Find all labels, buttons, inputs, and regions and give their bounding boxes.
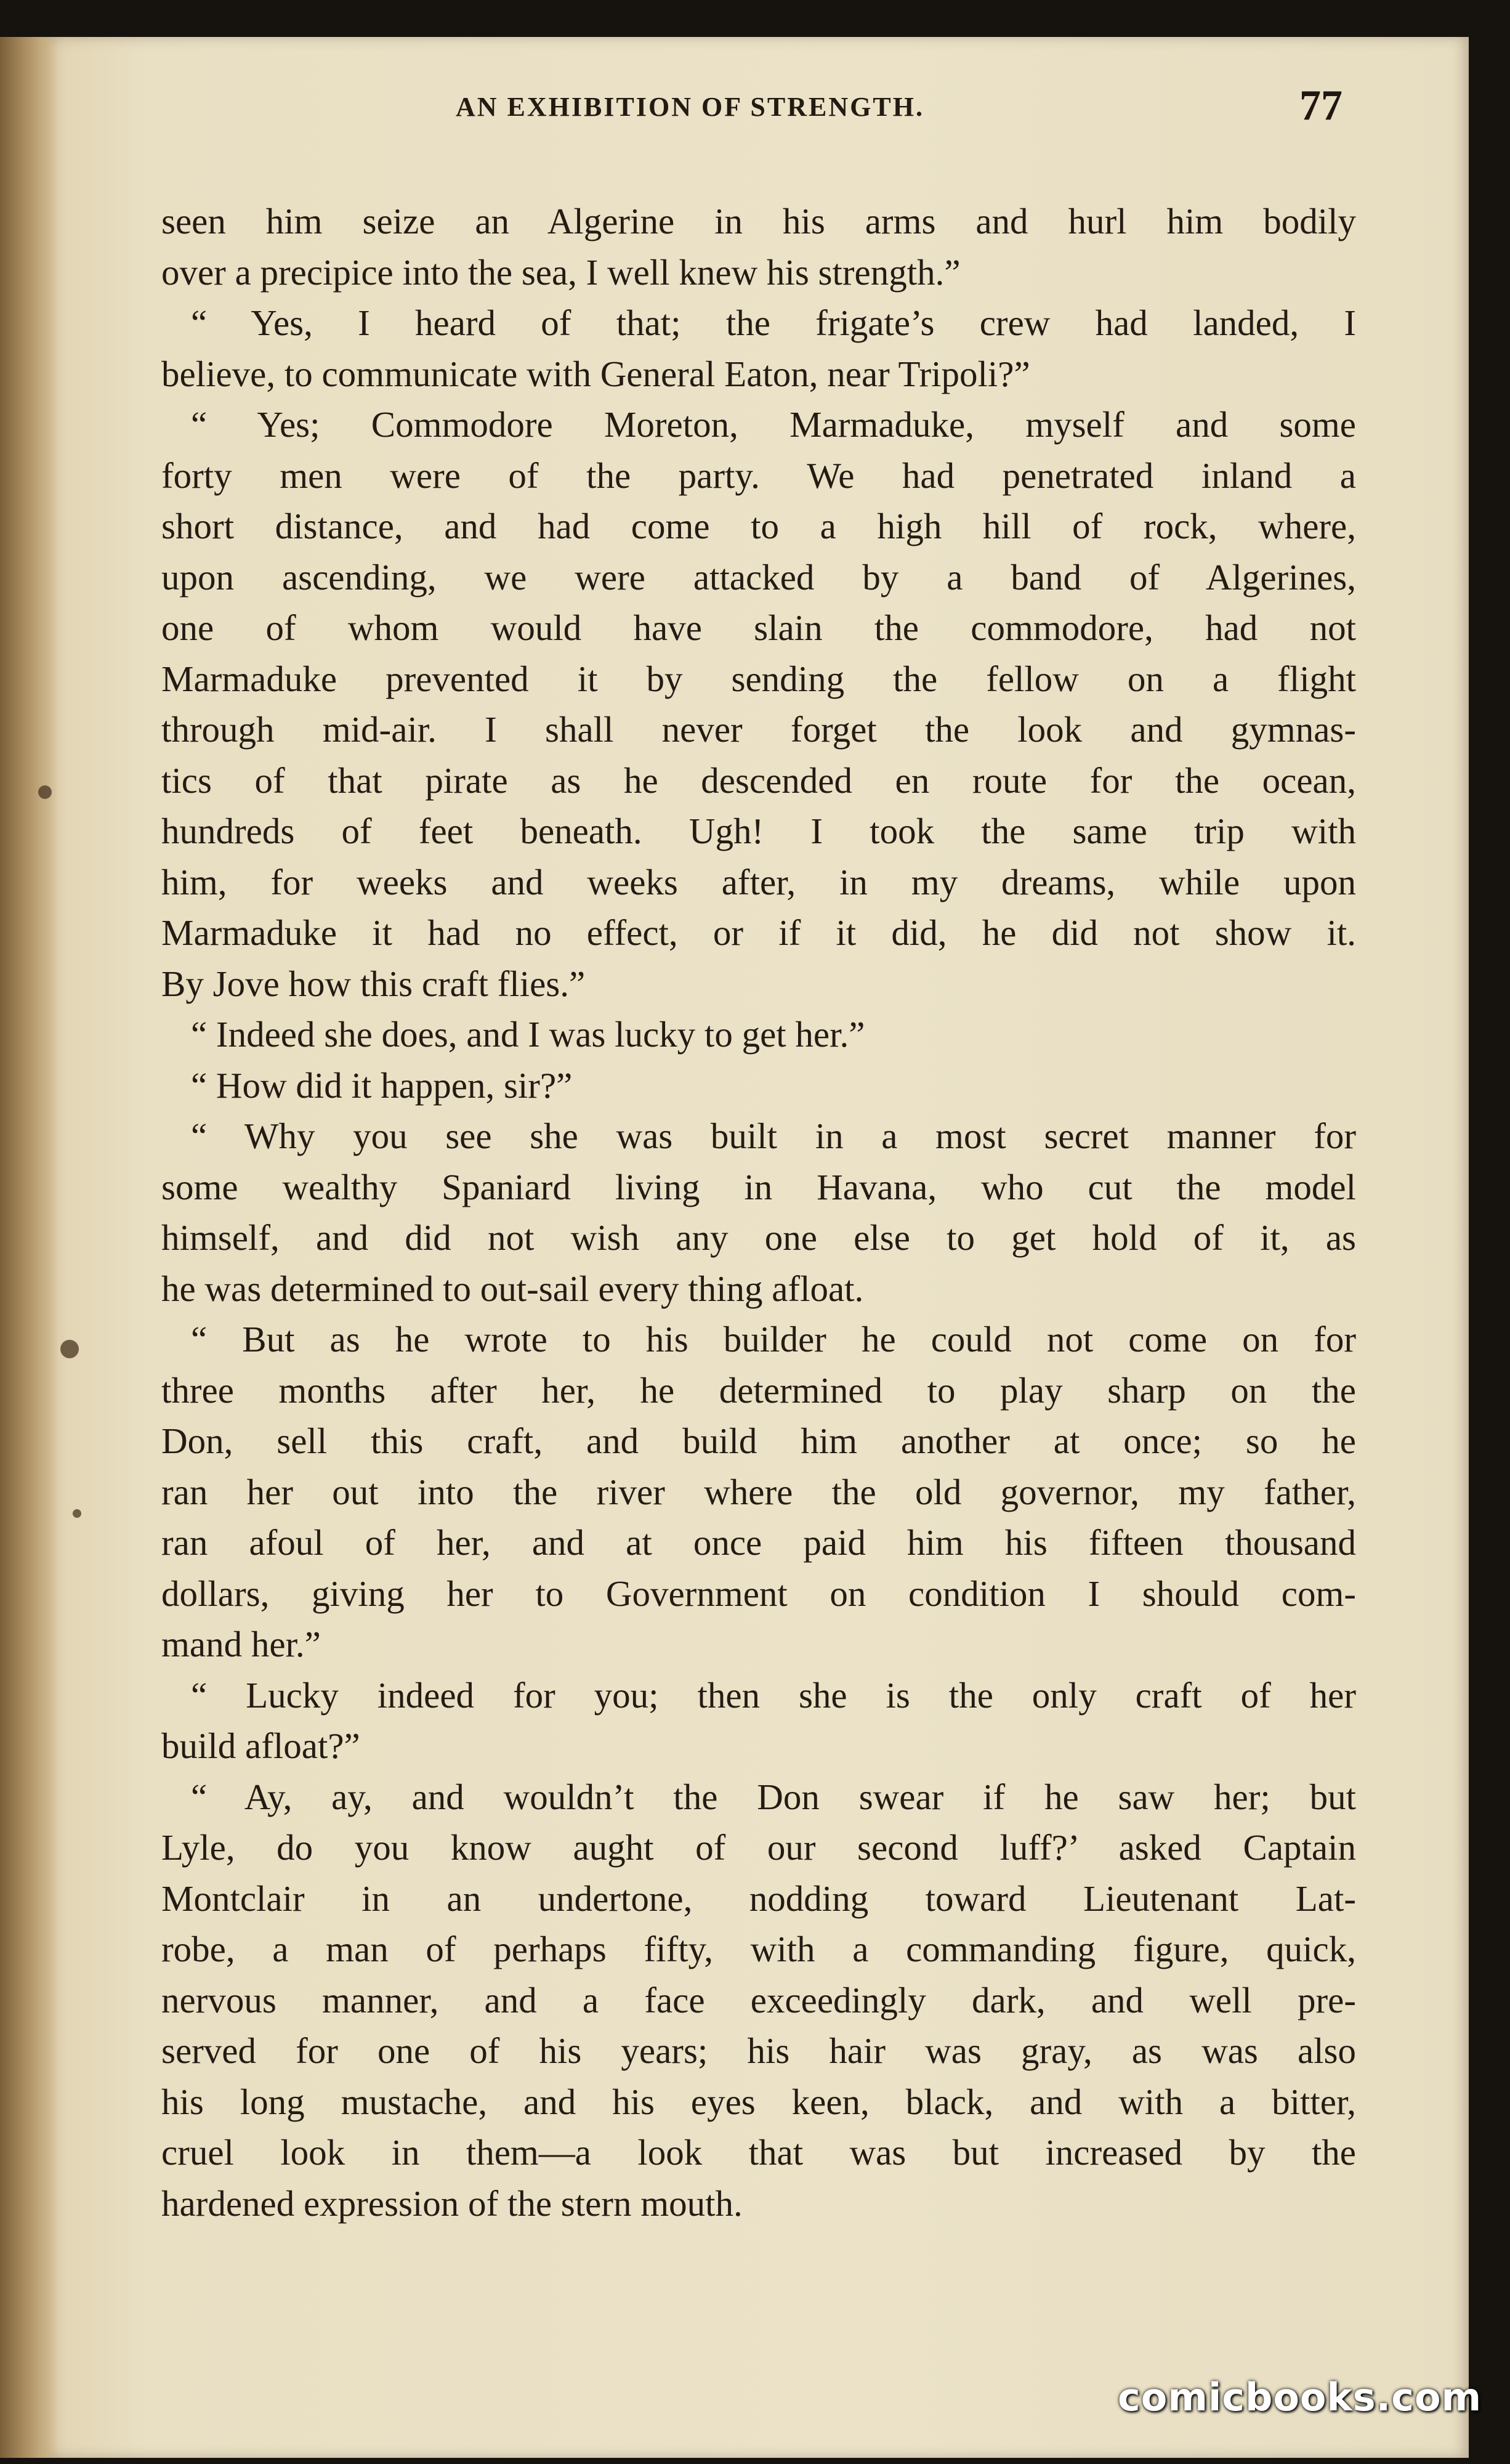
text-line: Lyle, do you know aught of our second luff?’ asked Captain [161,1827,1356,1868]
watermark: comicbooks.com [1118,2375,1482,2420]
text-line: short distance, and had come to a high hill of rock, where, [161,506,1356,546]
body-text [161,196,1356,2229]
text-line: three months after her, he determined to play sharp on the [161,1369,1356,1411]
text-line: ran afoul of her, and at once paid him his fifteen thousand [161,1522,1356,1563]
text-line: “ But as he wrote to his builder he could not come on for [191,1319,1356,1360]
text-line: upon ascending, we were attacked by a band of Algerines, [161,556,1356,598]
text-line: himself, and did not wish any one else to get hold of it, as [161,1217,1356,1258]
text-line: “ Indeed she does, and I was lucky to get her.” [191,1014,865,1055]
text-line: “ Ay, ay, and wouldn’t the Don swear if he saw her; but [191,1776,1356,1817]
spine-stain [60,1340,79,1358]
page-spine-shadow [0,37,59,2458]
text-line: “ Yes; Commodore Moreton, Marmaduke, myself and some [191,404,1356,445]
text-line: build afloat?” [161,1725,360,1766]
text-line: believe, to communicate with General Eaton, near Tripoli?” [161,353,1030,394]
text-line: “ How did it happen, sir?” [191,1064,573,1106]
text-line: “ Why you see she was built in a most secret manner for [191,1116,1356,1156]
text-line: mand her.” [161,1624,321,1664]
text-line: him, for weeks and weeks after, in my dreams, while upon [161,861,1356,902]
text-line: tics of that pirate as he descended en route for the ocean, [161,760,1356,801]
text-line: his long mustache, and his eyes keen, black, and with a bitter, [161,2081,1356,2122]
page-number: 77 [1299,82,1342,129]
text-line: one of whom would have slain the commodore, had not [161,607,1356,648]
text-line: Marmaduke prevented it by sending the fellow on a flight [161,658,1356,699]
text-line: dollars, giving her to Government on condition I should com- [161,1573,1356,1614]
text-line: ran her out into the river where the old governor, my father, [161,1471,1356,1512]
text-line: some wealthy Spaniard living in Havana, who cut the model [161,1166,1356,1207]
text-line: nervous manner, and a face exceedingly dark, and well pre- [161,1979,1356,2020]
spine-stain [73,1509,81,1518]
text-line: forty men were of the party. We had penetrated inland a [161,455,1356,496]
text-line: Marmaduke it had no effect, or if it did, he did not show it. [161,912,1356,953]
text-line: Don, sell this craft, and build him another at once; so he [161,1420,1356,1461]
running-head: AN EXHIBITION OF STRENGTH. [456,92,924,122]
text-line: seen him seize an Algerine in his arms and hurl him bodily [161,201,1356,241]
text-line: “ Lucky indeed for you; then she is the only craft of her [191,1674,1356,1716]
text-line: cruel look in them—a look that was but increased by the [161,2132,1356,2173]
text-line: through mid-air. I shall never forget the look and gymnas- [161,709,1356,750]
text-line: over a precipice into the sea, I well knew his strength.” [161,251,961,293]
text-line: robe, a man of perhaps fifty, with a commanding figure, quick, [161,1929,1356,1969]
text-line: Montclair in an undertone, nodding toward Lieutenant Lat- [161,1878,1356,1919]
text-line: “ Yes, I heard of that; the frigate’s crew had landed, I [191,302,1356,343]
text-line: hundreds of feet beneath. Ugh! I took the same trip with [161,811,1356,851]
text-line: By Jove how this craft flies.” [161,963,586,1004]
text-line: served for one of his years; his hair was gray, as was also [161,2030,1356,2071]
text-line: he was determined to out-sail every thing afloat. [161,1268,864,1309]
text-line: hardened expression of the stern mouth. [161,2182,743,2224]
spine-stain [38,785,52,799]
